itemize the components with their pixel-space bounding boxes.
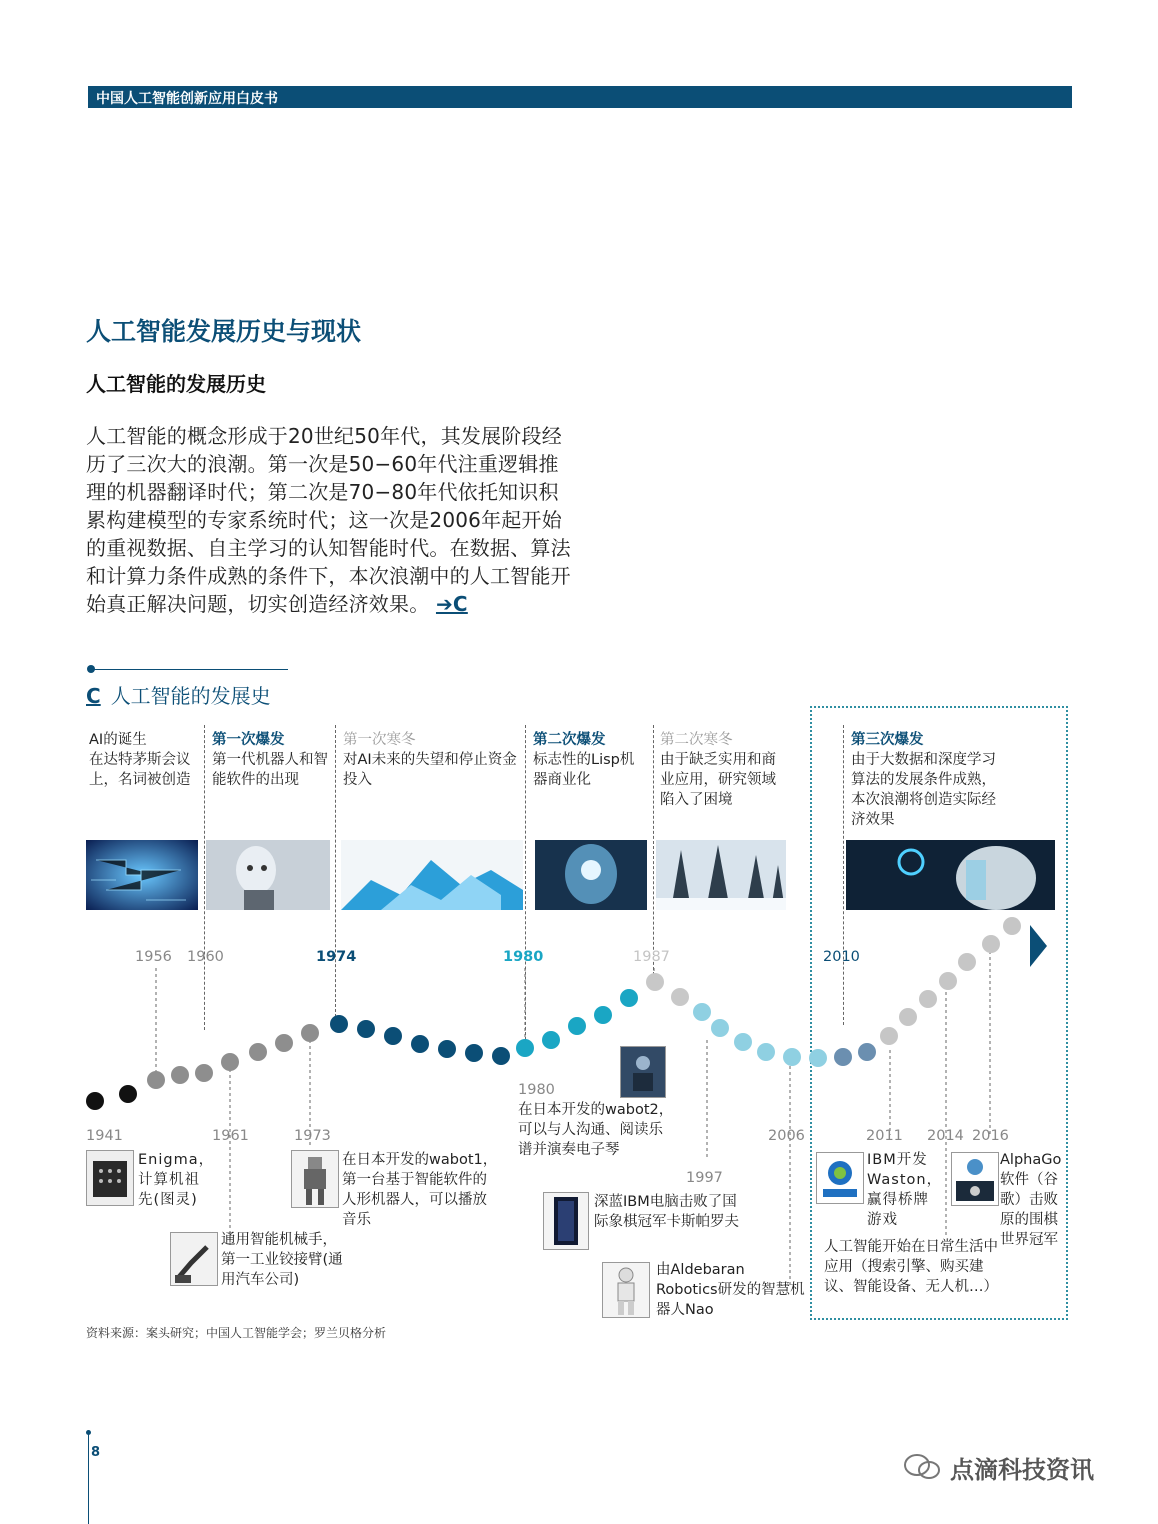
nao-robot-image bbox=[602, 1262, 650, 1318]
wabot2-image bbox=[620, 1046, 666, 1098]
year-2006: 2006 bbox=[768, 1128, 805, 1144]
year-1987: 1987 bbox=[633, 949, 670, 965]
figure-title-text: 人工智能的发展史 bbox=[110, 684, 271, 708]
year-1941: 1941 bbox=[86, 1128, 123, 1144]
timeline-dot bbox=[693, 1003, 711, 1021]
timeline-dot bbox=[86, 1092, 104, 1110]
ibm-watson-logo bbox=[816, 1152, 864, 1204]
page-heading: 人工智能发展历史与现状 bbox=[86, 317, 362, 346]
timeline-dot bbox=[195, 1064, 213, 1082]
event-1997-text: 深蓝IBM电脑击败了国际象棋冠军卡斯帕罗夫 bbox=[594, 1194, 739, 1230]
year-1980-top: 1980 bbox=[503, 949, 544, 965]
timeline-dot bbox=[465, 1044, 483, 1062]
source-note: 资料来源：案头研究；中国人工智能学会；罗兰贝格分析 bbox=[86, 1326, 387, 1340]
event-2011-text: IBM开发Waston，赢得桥牌游戏 bbox=[867, 1152, 943, 1228]
year-1974: 1974 bbox=[316, 949, 357, 965]
timeline-dot bbox=[982, 935, 1000, 953]
timeline-arrow bbox=[1030, 925, 1047, 967]
year-2010: 2010 bbox=[823, 949, 860, 965]
era-title: 第一次寒冬 bbox=[343, 732, 416, 748]
era-desc: 由于大数据和深度学习算法的发展条件成熟，本次浪潮将创造实际经济效果 bbox=[851, 752, 996, 828]
timeline-dot bbox=[671, 988, 689, 1006]
year-1960: 1960 bbox=[187, 949, 224, 965]
robot-arm-image bbox=[170, 1232, 218, 1286]
page-line bbox=[88, 1434, 89, 1524]
year-2011: 2011 bbox=[866, 1128, 903, 1144]
timeline-dot bbox=[147, 1071, 165, 1089]
era-desc: 在达特茅斯会议上，名词被创造 bbox=[89, 752, 191, 788]
deep-blue-image bbox=[543, 1192, 589, 1250]
header-title: 中国人工智能创新应用白皮书 bbox=[96, 91, 278, 107]
timeline-dot bbox=[357, 1020, 375, 1038]
enigma-image bbox=[86, 1150, 134, 1206]
year-2016: 2016 bbox=[972, 1128, 1009, 1144]
timeline-dot bbox=[221, 1053, 239, 1071]
timeline-dot bbox=[301, 1024, 319, 1042]
era-desc: 由于缺乏实用和商业应用，研究领域陷入了困境 bbox=[660, 752, 776, 808]
era-title: AI的诞生 bbox=[89, 732, 147, 748]
timeline-dot bbox=[783, 1048, 801, 1066]
event-1961-text: 通用智能机械手，第一工业铰接臂(通用汽车公司) bbox=[221, 1232, 343, 1288]
timeline-dot bbox=[834, 1048, 852, 1066]
era-title: 第二次寒冬 bbox=[660, 732, 733, 748]
page-number: 8 bbox=[91, 1445, 101, 1460]
event-2006-text: 由Aldebaran Robotics研发的智慧机器人Nao bbox=[656, 1262, 805, 1318]
timeline-dot bbox=[330, 1015, 348, 1033]
timeline-dot bbox=[939, 972, 957, 990]
event-1941-text: Enigma，计算机祖先(图灵) bbox=[138, 1152, 215, 1208]
event-1980-text: 在日本开发的wabot2，可以与人沟通、阅读乐谱并演奏电子琴 bbox=[518, 1102, 674, 1158]
year-1997: 1997 bbox=[686, 1170, 723, 1186]
watermark-text: 点滴科技资讯 bbox=[950, 1456, 1094, 1484]
timeline-dot bbox=[119, 1085, 137, 1103]
timeline-dot bbox=[568, 1017, 586, 1035]
timeline-dot bbox=[757, 1043, 775, 1061]
year-2014: 2014 bbox=[927, 1128, 964, 1144]
year-1961: 1961 bbox=[212, 1128, 249, 1144]
event-1973-text: 在日本开发的wabot1，第一台基于智能软件的人形机器人，可以播放音乐 bbox=[342, 1152, 498, 1228]
timeline-dot bbox=[411, 1035, 429, 1053]
timeline-dot bbox=[620, 989, 638, 1007]
era-title: 第一次爆发 bbox=[212, 732, 285, 748]
era-desc: 对AI未来的失望和停止资金投入 bbox=[343, 752, 517, 788]
era-title: 第二次爆发 bbox=[533, 732, 606, 748]
timeline-dot bbox=[958, 953, 976, 971]
timeline-dot bbox=[275, 1034, 293, 1052]
timeline-dot bbox=[899, 1008, 917, 1026]
timeline-dot bbox=[880, 1027, 898, 1045]
paragraph-text: 人工智能的概念形成于20世纪50年代，其发展阶段经历了三次大的浪潮。第一次是50−60年代注重逻辑推理的机器翻译时代；第二次是70−80年代依托知识积累构建模型的专家系统时代；这一次是2006年起开始的重视数据、自主学习的认知智能时代。在数据、算法和计算力条件成熟的条件下，本次浪潮中的人工智能开始真正解决问题，切实创造经济效果。 bbox=[86, 424, 571, 616]
wabot1-image bbox=[291, 1150, 339, 1208]
year-1980-bottom: 1980 bbox=[518, 1082, 555, 1098]
timeline-dot bbox=[919, 990, 937, 1008]
timeline-dot bbox=[594, 1006, 612, 1024]
era-desc: 第一代机器人和智能软件的出现 bbox=[212, 752, 328, 788]
year-1973: 1973 bbox=[294, 1128, 331, 1144]
year-1956: 1956 bbox=[135, 949, 172, 965]
figure-reference-link[interactable]: ➔C bbox=[435, 592, 468, 616]
timeline-dot bbox=[1003, 917, 1021, 935]
event-2014-text: 人工智能开始在日常生活中应用（搜索引擎、购买建议、智能设备、无人机…） bbox=[824, 1239, 998, 1295]
event-2016-text: AlphaGo软件（谷歌）击败原的围棋世界冠军 bbox=[1000, 1152, 1062, 1248]
timeline-dot bbox=[711, 1019, 729, 1037]
timeline-dot bbox=[438, 1040, 456, 1058]
wechat-icon bbox=[902, 1452, 942, 1482]
timeline-dot bbox=[516, 1039, 534, 1057]
sub-heading: 人工智能的发展历史 bbox=[86, 372, 266, 396]
era-title: 第三次爆发 bbox=[851, 732, 924, 748]
timeline-dot bbox=[384, 1027, 402, 1045]
timeline-dot bbox=[646, 973, 664, 991]
timeline-dot bbox=[809, 1049, 827, 1067]
timeline-dot bbox=[858, 1043, 876, 1061]
timeline-dot bbox=[492, 1047, 510, 1065]
alphago-image bbox=[951, 1152, 999, 1206]
timeline-dot bbox=[734, 1033, 752, 1051]
timeline-dot bbox=[542, 1031, 560, 1049]
era-desc: 标志性的Lisp机器商业化 bbox=[533, 752, 635, 788]
timeline-dot bbox=[249, 1043, 267, 1061]
figure-letter: C bbox=[86, 684, 101, 708]
timeline-dot bbox=[171, 1066, 189, 1084]
